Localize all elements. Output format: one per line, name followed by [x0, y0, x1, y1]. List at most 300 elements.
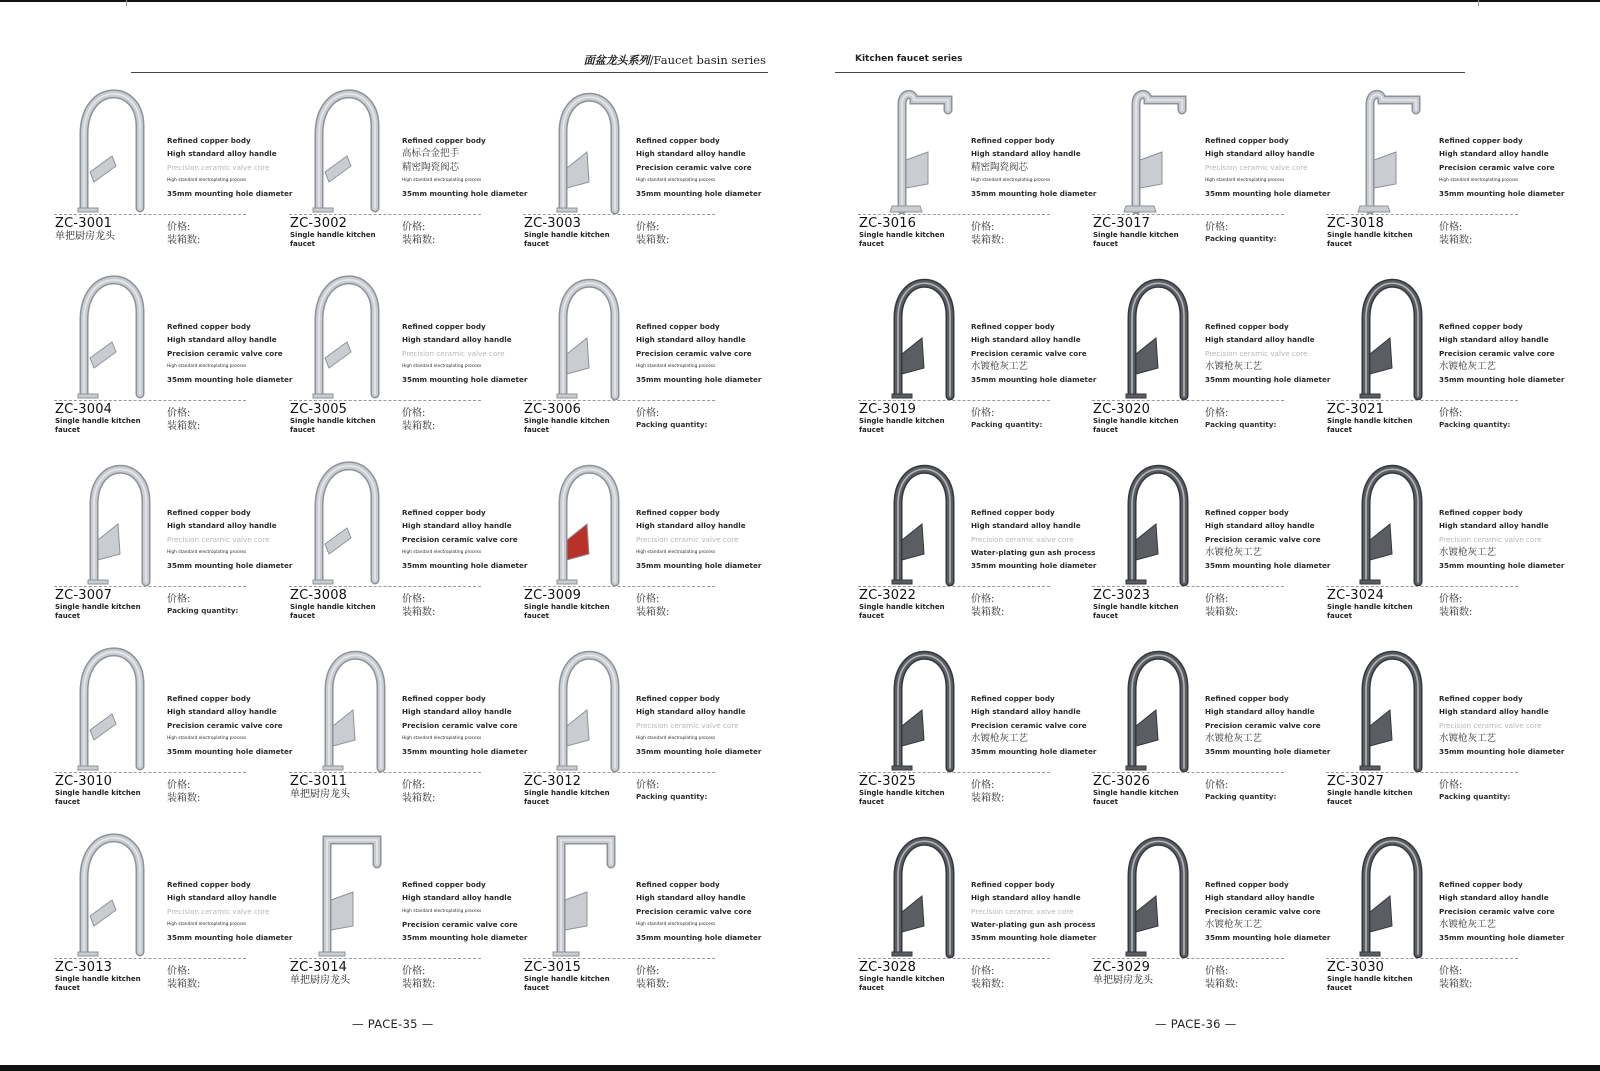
- product-photo: [1326, 830, 1431, 958]
- model-number: ZC-3029: [1093, 960, 1151, 975]
- model-number: ZC-3013: [55, 960, 113, 975]
- spec-line: High standard alloy handle: [1205, 893, 1315, 903]
- spec-line: Refined copper body: [402, 880, 486, 889]
- spec-list: [636, 506, 762, 572]
- model-number: ZC-3025: [859, 774, 917, 789]
- spec-line: High standard alloy handle: [636, 707, 746, 717]
- spec-line: Refined copper body: [1439, 694, 1523, 703]
- spec-line: 水镀枪灰工艺: [971, 732, 1029, 744]
- spec-line: Precision ceramic valve core: [1439, 906, 1555, 916]
- faucet-icon: [289, 458, 394, 586]
- spec-line: 水镀枪灰工艺: [1205, 732, 1263, 744]
- spec-line: High standard alloy handle: [1205, 707, 1315, 717]
- product-card: [523, 272, 762, 448]
- spec-line: 35mm mounting hole diameter: [636, 747, 762, 757]
- spec-line: High standard alloy handle: [971, 707, 1081, 717]
- divider: [54, 586, 246, 587]
- spec-line: Refined copper body: [1439, 508, 1523, 517]
- packing-label: 装箱数:: [636, 607, 670, 618]
- price-label: 价格:: [402, 408, 426, 419]
- product-photo: [1326, 272, 1431, 400]
- spec-line: High standard alloy handle: [971, 893, 1081, 903]
- price-label: 价格:: [636, 222, 660, 233]
- spec-list: [1205, 134, 1331, 200]
- spec-line: High standard electroplating process: [636, 921, 716, 927]
- product-photo: [1092, 272, 1197, 400]
- packing-label: 装箱数:: [402, 235, 436, 246]
- spec-line: Precision ceramic valve core: [636, 162, 752, 172]
- spec-line: Precision ceramic valve core: [1205, 534, 1321, 544]
- spec-line: High standard alloy handle: [402, 707, 512, 717]
- spec-line: Refined copper body: [167, 880, 251, 889]
- spec-list: [636, 692, 762, 758]
- spec-line: Precision ceramic valve core: [636, 720, 739, 730]
- faucet-icon: [858, 272, 963, 400]
- product-photo: [858, 830, 963, 958]
- product-description: Single handle kitchen faucet: [55, 975, 141, 992]
- product-description: Single handle kitchen faucet: [1327, 975, 1413, 992]
- spec-list: [1439, 506, 1565, 572]
- faucet-icon: [1326, 644, 1431, 772]
- packing-label: 装箱数:: [402, 421, 436, 432]
- price-label: 价格:: [971, 780, 995, 791]
- faucet-icon: [523, 86, 628, 214]
- product-description: Single handle kitchen faucet: [1093, 789, 1179, 806]
- product-card: [1092, 644, 1331, 820]
- model-number: ZC-3018: [1327, 216, 1385, 231]
- spec-line: High standard electroplating process: [402, 908, 482, 914]
- product-card: [1092, 86, 1331, 262]
- product-card: [54, 830, 293, 1006]
- product-photo: [1326, 644, 1431, 772]
- price-label: 价格:: [402, 966, 426, 977]
- divider: [289, 400, 481, 401]
- product-photo: [1092, 830, 1197, 958]
- spec-line: High standard alloy handle: [1439, 707, 1549, 717]
- spec-list: [1205, 506, 1331, 572]
- spec-line: 35mm mounting hole diameter: [636, 561, 762, 571]
- divider: [289, 772, 481, 773]
- product-card: [289, 86, 528, 262]
- product-description: Single handle kitchen faucet: [1327, 603, 1413, 620]
- spec-line: 精密陶瓷阀芯: [402, 161, 460, 173]
- product-card: [858, 272, 1097, 448]
- product-photo: [858, 86, 963, 214]
- spec-line: Precision ceramic valve core: [167, 348, 283, 358]
- page-header-title: Kitchen faucet series: [855, 54, 963, 64]
- spec-line: High standard alloy handle: [1439, 149, 1549, 159]
- product-card: [1326, 644, 1565, 820]
- faucet-icon: [1326, 830, 1431, 958]
- divider: [54, 400, 246, 401]
- packing-label: Packing quantity:: [1205, 420, 1277, 429]
- divider: [54, 214, 246, 215]
- spec-line: 35mm mounting hole diameter: [167, 561, 293, 571]
- spec-line: 35mm mounting hole diameter: [402, 189, 528, 199]
- packing-label: 装箱数:: [167, 793, 201, 804]
- model-number: ZC-3023: [1093, 588, 1151, 603]
- price-label: 价格:: [636, 594, 660, 605]
- spec-line: Refined copper body: [971, 880, 1055, 889]
- packing-label: Packing quantity:: [636, 420, 708, 429]
- product-description: Single handle kitchen faucet: [1093, 603, 1179, 620]
- spec-line: Refined copper body: [402, 136, 486, 145]
- spec-line: High standard alloy handle: [636, 149, 746, 159]
- product-card: [858, 644, 1097, 820]
- spec-line: Precision ceramic valve core: [167, 534, 270, 544]
- packing-label: 装箱数:: [167, 235, 201, 246]
- packing-label: 装箱数:: [636, 235, 670, 246]
- divider: [858, 772, 1050, 773]
- spec-line: 35mm mounting hole diameter: [402, 561, 528, 571]
- product-photo: [289, 86, 394, 214]
- product-description: Single handle kitchen faucet: [55, 417, 141, 434]
- model-number: ZC-3006: [524, 402, 582, 417]
- divider: [858, 214, 1050, 215]
- product-photo: [523, 458, 628, 586]
- model-number: ZC-3011: [290, 774, 348, 789]
- product-description: Single handle kitchen faucet: [524, 975, 610, 992]
- frame-bottom-border: [0, 1065, 1600, 1071]
- spec-list: [636, 320, 762, 386]
- spec-line: High standard alloy handle: [167, 149, 277, 159]
- spec-line: 35mm mounting hole diameter: [971, 561, 1097, 571]
- spec-line: High standard alloy handle: [636, 521, 746, 531]
- product-description: 单把厨房龙头: [290, 975, 350, 986]
- spec-line: Refined copper body: [971, 322, 1055, 331]
- product-card: [1092, 458, 1331, 634]
- spec-line: High standard alloy handle: [167, 335, 277, 345]
- spec-line: 35mm mounting hole diameter: [636, 189, 762, 199]
- price-label: 价格:: [402, 594, 426, 605]
- divider: [1326, 772, 1518, 773]
- spec-line: Precision ceramic valve core: [167, 720, 283, 730]
- faucet-icon: [523, 458, 628, 586]
- packing-label: 装箱数:: [402, 607, 436, 618]
- product-photo: [54, 644, 159, 772]
- spec-line: 35mm mounting hole diameter: [636, 375, 762, 385]
- spec-line: High standard electroplating process: [167, 177, 247, 183]
- product-photo: [289, 830, 394, 958]
- product-photo: [858, 644, 963, 772]
- spec-line: Precision ceramic valve core: [1439, 720, 1542, 730]
- spec-line: Refined copper body: [1205, 508, 1289, 517]
- product-photo: [289, 458, 394, 586]
- packing-label: 装箱数:: [971, 793, 1005, 804]
- faucet-icon: [523, 830, 628, 958]
- faucet-icon: [54, 272, 159, 400]
- page-number: — PACE-36 —: [1155, 1017, 1237, 1031]
- divider: [523, 772, 715, 773]
- spec-line: 35mm mounting hole diameter: [971, 933, 1097, 943]
- spec-line: Precision ceramic valve core: [167, 906, 270, 916]
- faucet-icon: [1092, 830, 1197, 958]
- product-card: [858, 458, 1097, 634]
- product-photo: [523, 86, 628, 214]
- spec-line: Water-plating gun ash process: [971, 919, 1096, 929]
- model-number: ZC-3012: [524, 774, 582, 789]
- product-card: [54, 458, 293, 634]
- price-label: 价格:: [167, 222, 191, 233]
- spec-line: High standard alloy handle: [1439, 893, 1549, 903]
- product-card: [1326, 272, 1565, 448]
- spec-line: High standard alloy handle: [167, 521, 277, 531]
- product-photo: [1092, 458, 1197, 586]
- spec-list: [167, 320, 293, 386]
- faucet-icon: [289, 86, 394, 214]
- packing-label: 装箱数:: [636, 979, 670, 990]
- model-number: ZC-3030: [1327, 960, 1385, 975]
- spec-line: Refined copper body: [167, 694, 251, 703]
- spec-line: 35mm mounting hole diameter: [167, 189, 293, 199]
- spec-line: High standard alloy handle: [1205, 521, 1315, 531]
- divider: [1092, 586, 1284, 587]
- divider: [289, 586, 481, 587]
- product-card: [54, 272, 293, 448]
- spec-line: Refined copper body: [1205, 880, 1289, 889]
- product-card: [54, 644, 293, 820]
- faucet-icon: [1092, 272, 1197, 400]
- spec-line: High standard electroplating process: [167, 363, 247, 369]
- spec-line: Refined copper body: [167, 136, 251, 145]
- faucet-icon: [1326, 86, 1431, 214]
- spec-list: [167, 506, 293, 572]
- spec-list: [1205, 878, 1331, 944]
- divider: [289, 958, 481, 959]
- spec-line: High standard electroplating process: [636, 177, 716, 183]
- product-description: Single handle kitchen faucet: [524, 603, 610, 620]
- spec-line: 35mm mounting hole diameter: [1439, 933, 1565, 943]
- faucet-icon: [54, 458, 159, 586]
- model-number: ZC-3017: [1093, 216, 1151, 231]
- divider: [523, 400, 715, 401]
- price-label: 价格:: [167, 966, 191, 977]
- spec-line: 35mm mounting hole diameter: [1439, 561, 1565, 571]
- spec-line: High standard electroplating process: [402, 177, 482, 183]
- price-label: 价格:: [402, 222, 426, 233]
- product-description: Single handle kitchen faucet: [524, 789, 610, 806]
- spec-line: 35mm mounting hole diameter: [402, 747, 528, 757]
- spec-line: 35mm mounting hole diameter: [1439, 747, 1565, 757]
- model-number: ZC-3019: [859, 402, 917, 417]
- product-photo: [523, 830, 628, 958]
- spec-line: Refined copper body: [971, 136, 1055, 145]
- model-number: ZC-3004: [55, 402, 113, 417]
- spec-line: High standard alloy handle: [636, 893, 746, 903]
- faucet-icon: [1326, 458, 1431, 586]
- product-photo: [54, 830, 159, 958]
- faucet-icon: [1092, 644, 1197, 772]
- catalog-page-36: [800, 0, 1600, 1071]
- spec-line: Refined copper body: [1205, 322, 1289, 331]
- divider: [858, 400, 1050, 401]
- spec-line: High standard alloy handle: [1439, 521, 1549, 531]
- spec-line: High standard alloy handle: [971, 149, 1081, 159]
- price-label: 价格:: [167, 780, 191, 791]
- spec-line: High standard alloy handle: [636, 335, 746, 345]
- divider: [523, 586, 715, 587]
- spec-line: Precision ceramic valve core: [1205, 906, 1321, 916]
- model-number: ZC-3014: [290, 960, 348, 975]
- divider: [289, 214, 481, 215]
- product-card: [1326, 86, 1565, 262]
- spec-list: [1205, 692, 1331, 758]
- model-number: ZC-3026: [1093, 774, 1151, 789]
- price-label: 价格:: [167, 408, 191, 419]
- product-description: 单把厨房龙头: [55, 231, 115, 242]
- spec-line: 35mm mounting hole diameter: [971, 375, 1097, 385]
- product-card: [1092, 272, 1331, 448]
- product-description: Single handle kitchen faucet: [1093, 417, 1179, 434]
- spec-line: High standard alloy handle: [971, 521, 1081, 531]
- spec-line: Water-plating gun ash process: [971, 547, 1096, 557]
- divider: [1326, 586, 1518, 587]
- spec-line: 35mm mounting hole diameter: [1205, 747, 1331, 757]
- spec-line: Precision ceramic valve core: [971, 720, 1087, 730]
- spec-line: Precision ceramic valve core: [167, 162, 270, 172]
- divider: [1092, 400, 1284, 401]
- spec-line: 35mm mounting hole diameter: [636, 933, 762, 943]
- spec-line: 水镀枪灰工艺: [1439, 918, 1497, 930]
- header-title-en: /Faucet basin series: [649, 53, 766, 67]
- spec-line: High standard electroplating process: [167, 735, 247, 741]
- spec-line: Refined copper body: [167, 322, 251, 331]
- spec-line: High standard alloy handle: [971, 335, 1081, 345]
- spec-line: Precision ceramic valve core: [1439, 534, 1542, 544]
- product-card: [1326, 830, 1565, 1006]
- product-card: [289, 644, 528, 820]
- spec-line: High standard alloy handle: [167, 893, 277, 903]
- spec-line: 35mm mounting hole diameter: [1205, 933, 1331, 943]
- spec-line: Refined copper body: [636, 880, 720, 889]
- spec-line: Precision ceramic valve core: [402, 720, 518, 730]
- product-description: Single handle kitchen faucet: [859, 975, 945, 992]
- product-card: [523, 644, 762, 820]
- spec-line: High standard electroplating process: [402, 363, 482, 369]
- product-photo: [289, 272, 394, 400]
- spec-line: High standard electroplating process: [402, 549, 482, 555]
- packing-label: 装箱数:: [971, 979, 1005, 990]
- product-photo: [54, 86, 159, 214]
- product-card: [289, 830, 528, 1006]
- packing-label: 装箱数:: [167, 421, 201, 432]
- spec-line: 35mm mounting hole diameter: [1439, 189, 1565, 199]
- spec-list: [402, 692, 528, 758]
- divider: [858, 586, 1050, 587]
- spec-line: Refined copper body: [1439, 322, 1523, 331]
- model-number: ZC-3016: [859, 216, 917, 231]
- product-card: [523, 86, 762, 262]
- spec-line: Precision ceramic valve core: [636, 906, 752, 916]
- faucet-icon: [858, 644, 963, 772]
- product-card: [523, 830, 762, 1006]
- product-description: Single handle kitchen faucet: [1093, 231, 1179, 248]
- spec-line: 35mm mounting hole diameter: [971, 747, 1097, 757]
- model-number: ZC-3027: [1327, 774, 1385, 789]
- faucet-icon: [289, 272, 394, 400]
- spec-line: Precision ceramic valve core: [636, 348, 752, 358]
- product-description: Single handle kitchen faucet: [1327, 231, 1413, 248]
- spec-list: [1439, 692, 1565, 758]
- price-label: 价格:: [1205, 966, 1229, 977]
- packing-label: Packing quantity:: [1439, 420, 1511, 429]
- divider: [54, 958, 246, 959]
- divider: [1092, 772, 1284, 773]
- packing-label: 装箱数:: [1205, 607, 1239, 618]
- spec-line: 35mm mounting hole diameter: [1205, 375, 1331, 385]
- spec-line: High standard electroplating process: [1439, 177, 1519, 183]
- spec-line: Precision ceramic valve core: [402, 534, 518, 544]
- spec-line: Refined copper body: [971, 508, 1055, 517]
- spec-line: 水镀枪灰工艺: [1205, 918, 1263, 930]
- price-label: 价格:: [167, 594, 191, 605]
- price-label: 价格:: [636, 780, 660, 791]
- faucet-icon: [1092, 458, 1197, 586]
- product-photo: [1326, 458, 1431, 586]
- product-description: Single handle kitchen faucet: [524, 231, 610, 248]
- spec-list: [167, 134, 293, 200]
- spec-line: Refined copper body: [1205, 136, 1289, 145]
- model-number: ZC-3002: [290, 216, 348, 231]
- spec-list: [402, 506, 528, 572]
- spec-line: Refined copper body: [636, 508, 720, 517]
- packing-label: Packing quantity:: [636, 792, 708, 801]
- product-card: [54, 86, 293, 262]
- header-title-cn: 面盆龙头系列: [583, 54, 650, 67]
- packing-label: 装箱数:: [1439, 979, 1473, 990]
- price-label: 价格:: [971, 594, 995, 605]
- spec-list: [1205, 320, 1331, 386]
- spec-line: 35mm mounting hole diameter: [167, 375, 293, 385]
- spec-line: 35mm mounting hole diameter: [402, 933, 528, 943]
- spec-list: [402, 878, 528, 944]
- spec-line: 水镀枪灰工艺: [1439, 732, 1497, 744]
- price-label: 价格:: [636, 408, 660, 419]
- price-label: 价格:: [971, 408, 995, 419]
- spec-line: Precision ceramic valve core: [1205, 162, 1308, 172]
- faucet-icon: [289, 644, 394, 772]
- product-card: [289, 272, 528, 448]
- spec-line: Refined copper body: [402, 508, 486, 517]
- spec-line: High standard electroplating process: [636, 363, 716, 369]
- spec-line: Refined copper body: [636, 322, 720, 331]
- spec-list: [1439, 878, 1565, 944]
- page-header-title: [584, 52, 766, 68]
- price-label: 价格:: [971, 966, 995, 977]
- spec-line: Refined copper body: [636, 136, 720, 145]
- faucet-icon: [54, 830, 159, 958]
- spec-line: High standard alloy handle: [167, 707, 277, 717]
- spec-line: High standard alloy handle: [402, 893, 512, 903]
- spec-line: Refined copper body: [1205, 694, 1289, 703]
- spec-line: 水镀枪灰工艺: [1439, 546, 1497, 558]
- product-photo: [54, 458, 159, 586]
- product-description: 单把厨房龙头: [290, 789, 350, 800]
- faucet-icon: [858, 458, 963, 586]
- product-card: [1092, 830, 1331, 1006]
- spec-line: High standard electroplating process: [402, 735, 482, 741]
- product-photo: [54, 272, 159, 400]
- spec-line: Refined copper body: [971, 694, 1055, 703]
- packing-label: 装箱数:: [1439, 607, 1473, 618]
- spec-list: [402, 320, 528, 386]
- spec-line: Precision ceramic valve core: [636, 534, 739, 544]
- price-label: 价格:: [1205, 222, 1229, 233]
- product-description: Single handle kitchen faucet: [1327, 417, 1413, 434]
- spec-line: Precision ceramic valve core: [971, 534, 1074, 544]
- model-number: ZC-3021: [1327, 402, 1385, 417]
- spec-line: Precision ceramic valve core: [1439, 348, 1555, 358]
